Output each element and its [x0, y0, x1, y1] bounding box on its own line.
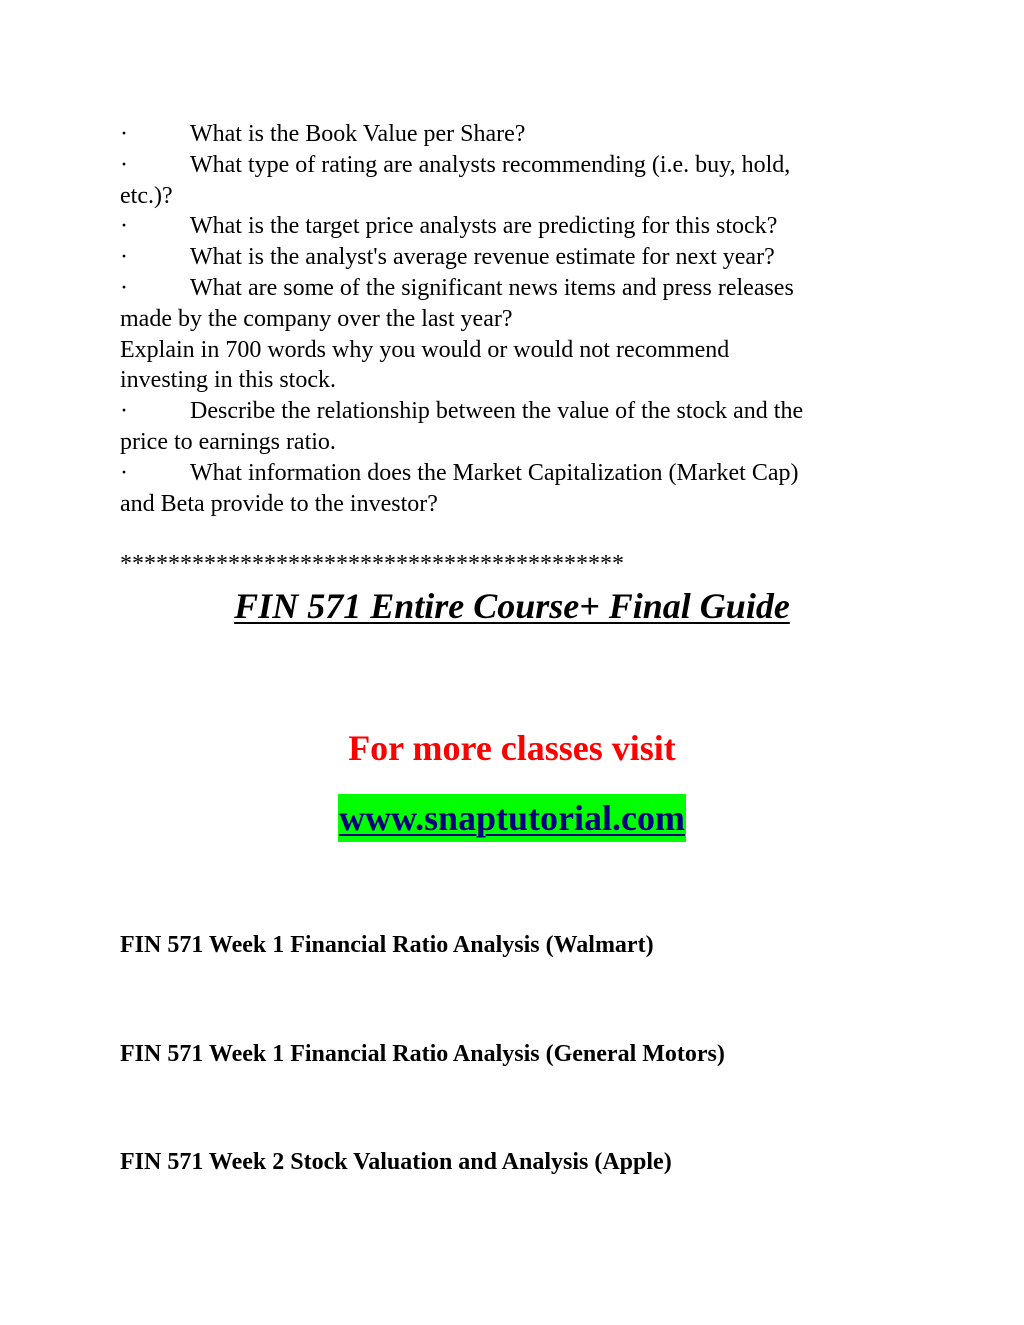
question-text: and Beta provide to the investor? — [120, 490, 438, 517]
question-text: What type of rating are analysts recommending (i.e. buy, hold, — [190, 151, 791, 178]
paragraph-text: Explain in 700 words why you would or would not recommend — [120, 336, 730, 363]
question-line — [120, 273, 910, 304]
bullet-marker: · — [120, 213, 128, 240]
course-item-heading: FIN 571 Week 1 Financial Ratio Analysis (Walmart) — [120, 932, 654, 958]
course-item-heading: FIN 571 Week 1 Financial Ratio Analysis (General Motors) — [120, 1041, 725, 1067]
question-line — [120, 458, 910, 489]
question-line — [120, 150, 910, 181]
question-text: What is the Book Value per Share? — [190, 121, 526, 147]
paragraph-line — [120, 365, 910, 396]
promo-link-container — [0, 794, 1024, 842]
question-line — [120, 211, 910, 242]
website-link[interactable]: www.snaptutorial.com — [338, 794, 686, 842]
question-text: What is the target price analysts are predicting for this stock? — [190, 213, 778, 240]
question-line-continuation — [120, 304, 910, 335]
question-line-continuation — [120, 181, 910, 212]
question-text: price to earnings ratio. — [120, 428, 336, 455]
question-line — [120, 242, 910, 273]
question-text: Describe the relationship between the value of the stock and the — [190, 398, 804, 425]
course-item-heading: FIN 571 Week 2 Stock Valuation and Analysis (Apple) — [120, 1149, 672, 1175]
question-text: What information does the Market Capitalization (Market Cap) — [190, 459, 799, 486]
promo-visit-text: For more classes visit — [348, 728, 676, 768]
question-line — [120, 119, 910, 150]
question-line-continuation — [120, 427, 910, 458]
course-title: FIN 571 Entire Course+ Final Guide — [234, 586, 790, 626]
bullet-marker: · — [120, 274, 128, 301]
bullet-marker: · — [120, 244, 128, 271]
paragraph-line — [120, 335, 910, 366]
paragraph-text: investing in this stock. — [120, 367, 336, 394]
question-text: What is the analyst's average revenue estimate for next year? — [190, 244, 775, 271]
bullet-marker: · — [120, 121, 128, 147]
question-list — [120, 119, 910, 519]
question-line — [120, 396, 910, 427]
asterisk-separator: ****************************************** — [120, 551, 624, 577]
question-text: What are some of the significant news items and press releases — [190, 274, 794, 301]
question-line-continuation — [120, 489, 910, 520]
question-text: made by the company over the last year? — [120, 305, 513, 332]
question-text: etc.)? — [120, 182, 173, 209]
bullet-marker: · — [120, 459, 128, 486]
bullet-marker: · — [120, 398, 128, 425]
bullet-marker: · — [120, 151, 128, 178]
